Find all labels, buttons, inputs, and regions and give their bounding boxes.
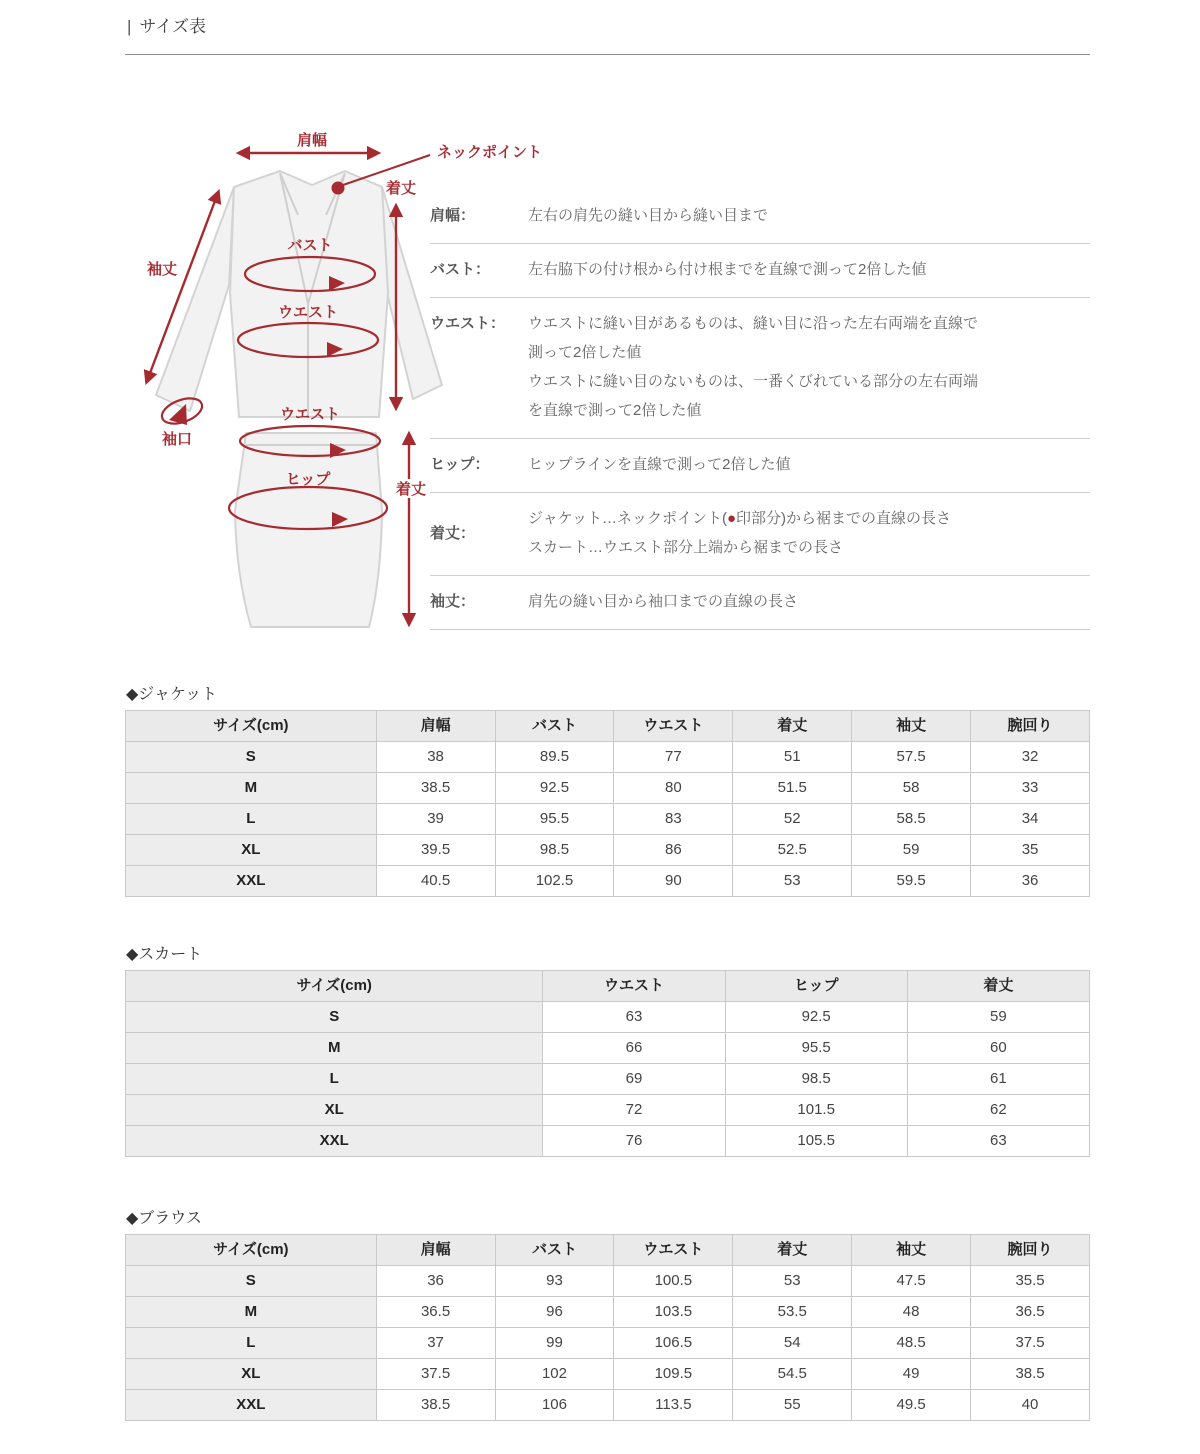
- shoulder-width-label: 肩幅: [296, 132, 328, 149]
- measurement-cell: 86: [614, 835, 733, 866]
- measurement-cell: 102.5: [495, 866, 614, 897]
- column-header: 袖丈: [852, 1235, 971, 1266]
- table-row: [126, 1390, 1090, 1421]
- definition-term: ヒップ：: [430, 456, 490, 473]
- column-header: 着丈: [733, 711, 852, 742]
- measurement-cell: 106.5: [614, 1328, 733, 1359]
- jacket-left-sleeve: [156, 187, 234, 411]
- size-label-cell: M: [126, 1033, 543, 1064]
- measurement-cell: 96: [495, 1297, 614, 1328]
- neck-point-dot-inline: ●: [726, 510, 737, 527]
- measurement-definition-row: [430, 439, 1090, 493]
- measurement-cell: 37.5: [971, 1328, 1090, 1359]
- definition-term: 袖丈：: [430, 593, 476, 610]
- column-header: 肩幅: [376, 1235, 495, 1266]
- table-row: [126, 773, 1090, 804]
- measurement-definition-row: [430, 244, 1090, 298]
- measurement-cell: 39: [376, 804, 495, 835]
- measurement-cell: 52: [733, 804, 852, 835]
- measurement-cell: 59: [907, 1002, 1089, 1033]
- measurement-definitions: [430, 190, 1090, 630]
- measurement-cell: 48: [852, 1297, 971, 1328]
- jacket-size-section: [125, 685, 1090, 897]
- measurement-cell: 34: [971, 804, 1090, 835]
- page-title: [125, 14, 1090, 55]
- skirt-length-label: 着丈: [395, 481, 427, 498]
- measurement-cell: 98.5: [495, 835, 614, 866]
- measurement-cell: 54: [733, 1328, 852, 1359]
- definition-term: バスト：: [430, 261, 491, 278]
- table-row: [126, 1266, 1090, 1297]
- measurement-cell: 55: [733, 1390, 852, 1421]
- table-row: [126, 742, 1090, 773]
- size-label-cell: S: [126, 1002, 543, 1033]
- measurement-cell: 60: [907, 1033, 1089, 1064]
- table-row: [126, 1126, 1090, 1157]
- title-marker: |: [127, 17, 132, 36]
- measurement-cell: 35: [971, 835, 1090, 866]
- measurement-cell: 89.5: [495, 742, 614, 773]
- neck-point-label: ネックポイント: [437, 144, 543, 161]
- measurement-cell: 37: [376, 1328, 495, 1359]
- definition-line: ウエストに縫い目があるものは、縫い目に沿った左右両端を直線で: [528, 315, 979, 332]
- cuff-arrowhead: [169, 404, 187, 425]
- measurement-cell: 58: [852, 773, 971, 804]
- measurement-cell: 102: [495, 1359, 614, 1390]
- blouse-size-section: [125, 1209, 1090, 1421]
- measurement-cell: 57.5: [852, 742, 971, 773]
- measurement-cell: 98.5: [725, 1064, 907, 1095]
- table-row: [126, 1328, 1090, 1359]
- table-header-row: [126, 1235, 1090, 1266]
- measurement-cell: 38.5: [376, 1390, 495, 1421]
- neck-point-dot: [332, 182, 345, 195]
- measurement-cell: 40.5: [376, 866, 495, 897]
- jacket-table-title: ◆ジャケット: [126, 686, 218, 703]
- column-header: ウエスト: [614, 711, 733, 742]
- measurement-cell: 49.5: [852, 1390, 971, 1421]
- measurement-cell: 37.5: [376, 1359, 495, 1390]
- column-header: 着丈: [907, 971, 1089, 1002]
- waist-label-jacket: ウエスト: [277, 304, 339, 321]
- definition-description: [528, 587, 1090, 616]
- measurement-cell: 69: [543, 1064, 725, 1095]
- definition-text: ジャケット…ネックポイント(: [528, 510, 727, 527]
- definition-line: を直線で測って2倍した値: [528, 402, 702, 419]
- size-label-cell: XXL: [126, 1126, 543, 1157]
- measurement-cell: 90: [614, 866, 733, 897]
- measurement-cell: 101.5: [725, 1095, 907, 1126]
- measurement-cell: 36.5: [971, 1297, 1090, 1328]
- measurement-cell: 48.5: [852, 1328, 971, 1359]
- column-header: 袖丈: [852, 711, 971, 742]
- cuff-label: 袖口: [161, 431, 193, 448]
- size-label-cell: XXL: [126, 866, 377, 897]
- measurement-cell: 77: [614, 742, 733, 773]
- definition-description: [528, 255, 1090, 284]
- measurement-cell: 33: [971, 773, 1090, 804]
- definition-line: ヒップラインを直線で測って2倍した値: [528, 456, 791, 473]
- table-row: [126, 1064, 1090, 1095]
- table-row: [126, 1002, 1090, 1033]
- hip-label: ヒップ: [285, 471, 331, 488]
- measurement-cell: 49: [852, 1359, 971, 1390]
- measurement-cell: 93: [495, 1266, 614, 1297]
- measurement-cell: 40: [971, 1390, 1090, 1421]
- measurement-cell: 92.5: [495, 773, 614, 804]
- table-row: [126, 1095, 1090, 1126]
- definition-description: [528, 450, 1090, 479]
- measurement-cell: 53: [733, 866, 852, 897]
- blouse-size-table: [125, 1234, 1090, 1421]
- size-label-cell: M: [126, 773, 377, 804]
- page-title-text: サイズ表: [139, 17, 207, 36]
- measurement-cell: 95.5: [725, 1033, 907, 1064]
- definition-description: [528, 201, 1090, 230]
- column-header: ウエスト: [543, 971, 725, 1002]
- definition-line: 測って2倍した値: [528, 344, 642, 361]
- measurement-cell: 63: [543, 1002, 725, 1033]
- definition-description: [528, 504, 1090, 562]
- measurement-cell: 72: [543, 1095, 725, 1126]
- column-header: バスト: [495, 1235, 614, 1266]
- measurement-figure-section: [125, 95, 1090, 675]
- measurement-cell: 103.5: [614, 1297, 733, 1328]
- bust-label: バスト: [287, 237, 333, 254]
- column-header: 腕回り: [971, 711, 1090, 742]
- table-row: [126, 1297, 1090, 1328]
- column-header: 着丈: [733, 1235, 852, 1266]
- column-header: バスト: [495, 711, 614, 742]
- size-label-cell: S: [126, 1266, 377, 1297]
- measurement-definition-row: [430, 493, 1090, 576]
- table-row: [126, 1359, 1090, 1390]
- jacket-size-table: [125, 710, 1090, 897]
- measurement-cell: 53: [733, 1266, 852, 1297]
- skirt-size-section: [125, 945, 1090, 1157]
- definition-line: 左右脇下の付け根から付け根までを直線で測って2倍した値: [528, 261, 927, 278]
- measurement-cell: 36: [376, 1266, 495, 1297]
- measurement-cell: 99: [495, 1328, 614, 1359]
- measurement-cell: 51.5: [733, 773, 852, 804]
- skirt-table-title: ◆スカート: [126, 946, 203, 963]
- measurement-cell: 92.5: [725, 1002, 907, 1033]
- waist-label-skirt: ウエスト: [279, 406, 341, 423]
- measurement-cell: 106: [495, 1390, 614, 1421]
- jacket-length-label: 着丈: [386, 180, 417, 197]
- column-header: 腕回り: [971, 1235, 1090, 1266]
- definition-term: 肩幅：: [430, 207, 476, 224]
- table-row: [126, 866, 1090, 897]
- measurement-cell: 35.5: [971, 1266, 1090, 1297]
- measurement-cell: 76: [543, 1126, 725, 1157]
- measurement-definition-row: [430, 576, 1090, 630]
- measurement-definition-row: [430, 298, 1090, 439]
- sleeve-length-label: 袖丈: [147, 261, 178, 278]
- size-label-cell: XXL: [126, 1390, 377, 1421]
- measurement-cell: 66: [543, 1033, 725, 1064]
- size-label-cell: XL: [126, 1095, 543, 1126]
- measurement-cell: 59: [852, 835, 971, 866]
- size-label-cell: L: [126, 804, 377, 835]
- table-row: [126, 835, 1090, 866]
- definition-description: [528, 309, 1090, 425]
- table-row: [126, 804, 1090, 835]
- definition-text: 印部分)から裾までの直線の長さ: [736, 510, 952, 527]
- table-header-row: [126, 971, 1090, 1002]
- size-label-cell: S: [126, 742, 377, 773]
- measurement-cell: 38.5: [376, 773, 495, 804]
- definition-line: ウエストに縫い目のないものは、一番くびれている部分の左右両端: [528, 373, 979, 390]
- measurement-cell: 47.5: [852, 1266, 971, 1297]
- measurement-cell: 53.5: [733, 1297, 852, 1328]
- definition-line: 左右の肩先の縫い目から縫い目まで: [528, 207, 769, 224]
- table-header-row: [126, 711, 1090, 742]
- blouse-table-title: ◆ブラウス: [126, 1210, 202, 1227]
- measurement-cell: 83: [614, 804, 733, 835]
- measurement-cell: 95.5: [495, 804, 614, 835]
- measurement-cell: 36.5: [376, 1297, 495, 1328]
- size-label-cell: L: [126, 1328, 377, 1359]
- definition-line: [528, 504, 1090, 533]
- definition-line: スカート…ウエスト部分上端から裾までの長さ: [528, 539, 844, 556]
- page-content: [125, 14, 1090, 1421]
- size-label-cell: XL: [126, 1359, 377, 1390]
- definition-term: 着丈：: [430, 524, 476, 542]
- skirt-size-table: [125, 970, 1090, 1157]
- table-row: [126, 1033, 1090, 1064]
- measurement-cell: 61: [907, 1064, 1089, 1095]
- measurement-cell: 38: [376, 742, 495, 773]
- measurement-cell: 54.5: [733, 1359, 852, 1390]
- size-label-cell: M: [126, 1297, 377, 1328]
- column-header: ウエスト: [614, 1235, 733, 1266]
- size-label-cell: L: [126, 1064, 543, 1095]
- measurement-cell: 105.5: [725, 1126, 907, 1157]
- column-header: サイズ(cm): [126, 971, 543, 1002]
- measurement-cell: 113.5: [614, 1390, 733, 1421]
- measurement-cell: 58.5: [852, 804, 971, 835]
- measurement-cell: 36: [971, 866, 1090, 897]
- measurement-cell: 39.5: [376, 835, 495, 866]
- column-header: 肩幅: [376, 711, 495, 742]
- measurement-cell: 32: [971, 742, 1090, 773]
- size-label-cell: XL: [126, 835, 377, 866]
- definition-line: 肩先の縫い目から袖口までの直線の長さ: [528, 593, 799, 610]
- measurement-cell: 52.5: [733, 835, 852, 866]
- measurement-definition-row: [430, 190, 1090, 244]
- measurement-cell: 51: [733, 742, 852, 773]
- definition-term: ウエスト：: [430, 315, 506, 332]
- column-header: サイズ(cm): [126, 1235, 377, 1266]
- measurement-cell: 80: [614, 773, 733, 804]
- measurement-cell: 63: [907, 1126, 1089, 1157]
- column-header: ヒップ: [725, 971, 907, 1002]
- measurement-cell: 109.5: [614, 1359, 733, 1390]
- measurement-cell: 62: [907, 1095, 1089, 1126]
- measurement-cell: 59.5: [852, 866, 971, 897]
- measurement-cell: 100.5: [614, 1266, 733, 1297]
- measurement-cell: 38.5: [971, 1359, 1090, 1390]
- column-header: サイズ(cm): [126, 711, 377, 742]
